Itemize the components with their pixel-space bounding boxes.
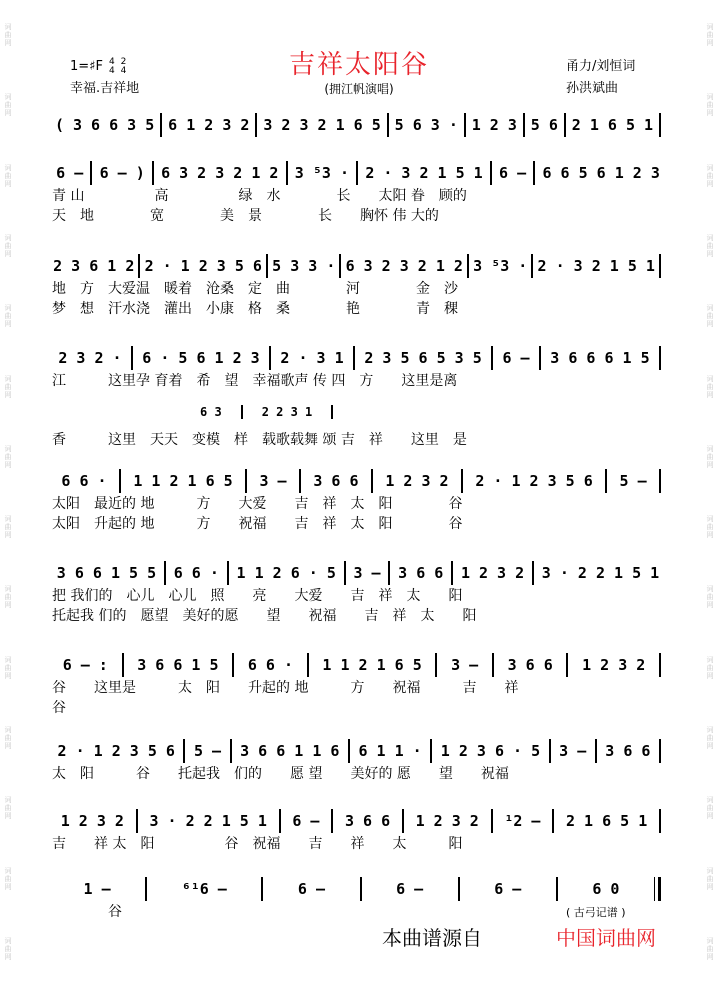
bar-line [286,161,288,185]
measure: 1 1 2 6 · 5 [236,564,336,582]
measure: 6 1 2 3 2 [168,116,250,134]
measure: 3 6 6 [313,472,359,490]
measure: 5 6 [530,116,558,134]
ossia-notes: 6 3 [200,405,222,419]
bar-line [659,346,661,370]
bar-line [461,469,463,493]
measure: 1 2 3 2 [415,812,479,830]
bar-line [269,346,271,370]
bar-line [371,469,373,493]
watermark-text: 词曲网 [706,725,714,750]
measure: 1 2 3 2 [385,472,449,490]
measure: 3 2 3 2 1 6 5 [263,116,381,134]
watermark-text: 词曲网 [4,796,12,821]
measure: 6 · 5 6 1 2 3 [142,349,260,367]
bar-line [532,561,534,585]
bar-line [245,469,247,493]
bar-line [605,469,607,493]
bar-line [279,809,281,833]
lyric-line [52,206,664,226]
measure: 6 1 1 · [358,742,422,760]
watermark-text: 词曲网 [4,515,12,540]
notation-row [52,112,664,138]
measure: 3 · 2 2 1 5 1 [149,812,267,830]
source-site-link[interactable]: 中国词曲网 [556,926,656,950]
notation-row [52,468,664,494]
lyric-text: 天 地 宽 美 景 长 胸怀 伟 大的 [52,208,439,224]
score-system [52,345,664,391]
measure: 6 – [56,164,84,182]
bar-line [164,561,166,585]
bar-line [531,254,533,278]
score-system [52,112,664,138]
watermark-text: 词曲网 [706,585,714,610]
lyric-line [52,514,664,534]
measure: 6 – [297,880,325,898]
measure: 1 – [83,880,111,898]
measure: 3 6 6 1 5 5 [56,564,157,582]
lyric-text: 把 我们的 心儿 心儿 照 亮 大爱 吉 祥 太 阳 [52,588,463,604]
lyric-line [52,834,664,854]
bar-line [232,653,234,677]
bar-line [659,739,661,763]
bar-line [491,346,493,370]
measure: 6 6 · [173,564,219,582]
measure: 2 3 6 1 2 [53,257,135,275]
measure: 6 – [499,164,527,182]
measure: 2 3 2 · [58,349,122,367]
measure: 3 6 6 1 1 6 [240,742,340,760]
watermark-text: 词曲网 [4,725,12,750]
watermark-text: 词曲网 [4,93,12,118]
bar-line [160,113,162,137]
lyric-line [52,586,664,606]
measure: 3 – [451,656,479,674]
measure: 6 6 · [247,656,294,674]
score-system [52,160,664,226]
bar-line [122,653,124,677]
watermark-text: 词曲网 [706,515,714,540]
measure: 2 · 1 2 3 5 6 [57,742,175,760]
bar-line [307,653,309,677]
watermark-text: 词曲网 [4,866,12,891]
bar-line [360,877,362,901]
measure: 6 – [396,880,424,898]
watermark-text: 词曲网 [706,866,714,891]
watermark-text: 词曲网 [706,304,714,329]
lyric-line [52,430,664,450]
measure: 2 · 1 2 3 5 6 [144,257,262,275]
bar-line [539,346,541,370]
lyric-text: 太 阳 谷 托起我 们的 愿 望 美好的 愿 望 祝福 [52,766,509,782]
bar-line [523,113,525,137]
measure: 6 0 [592,880,620,898]
measure: 2 · 3 2 1 5 1 [365,164,483,182]
bar-line [339,254,341,278]
transcriber-credit: ( 古弓记谱 ) [566,906,626,919]
bar-line [659,653,661,677]
bar-line [451,561,453,585]
lyric-text: 吉 祥 太 阳 谷 祝福 吉 祥 太 阳 [52,836,463,852]
bar-line [348,739,350,763]
measure: 6 – : [62,656,108,674]
measure: 3 ⁵3 · [294,164,349,182]
notation-row [52,876,664,902]
measure: 2 1 6 5 1 [565,812,648,830]
bar-line [458,877,460,901]
measure: 3 – [353,564,381,582]
watermark-text: 词曲网 [706,796,714,821]
notation-row [52,738,664,764]
lyric-line [52,494,664,514]
lyric-line [52,678,664,698]
bar-line [464,113,466,137]
measure: 3 – [259,472,287,490]
score-system [52,808,664,854]
ossia-notes: 2 2 3 1 [261,405,313,419]
bar-line [353,346,355,370]
lyric-text: 青 山 高 绿 水 长 太阳 眷 顾的 [52,188,467,204]
bar-line [659,113,661,137]
bar-line [344,561,346,585]
bar-line [566,653,568,677]
time-denominator: 4 [108,66,115,76]
lyric-text: 谷 [52,700,66,716]
measure: 2 1 6 5 1 [571,116,654,134]
measure: 5 3 3 · [272,257,336,275]
bar-line [227,561,229,585]
notation-row [52,560,664,586]
singer-credit: (拥江帆演唱) [324,82,394,96]
bar-line [230,739,232,763]
measure: 6 6 5 6 1 2 3 [542,164,660,182]
bar-line [255,113,257,137]
watermark-text: 词曲网 [4,585,12,610]
bar-line [533,161,535,185]
watermark-text: 词曲网 [4,163,12,188]
left-watermark-strip [0,0,16,984]
bar-line [138,254,140,278]
measure: 1 2 3 2 [582,656,646,674]
lyric-line [52,279,664,299]
bar-line [595,739,597,763]
bar-line [331,405,333,419]
bar-line [131,346,133,370]
bar-line [492,653,494,677]
lyric-text: 太阳 升起的 地 方 祝福 吉 祥 太 阳 谷 [52,516,463,532]
bar-line [564,113,566,137]
bar-line [152,161,154,185]
bar-line [299,469,301,493]
bar-line [119,469,121,493]
source-label: 本曲谱源自 [382,926,482,950]
right-watermark-strip [702,0,718,984]
bar-line [266,254,268,278]
final-bar-line [654,877,661,901]
lyric-text: 香 这里 天天 变模 样 载歌载舞 颂 吉 祥 这里 是 [52,432,467,448]
watermark-text: 词曲网 [706,163,714,188]
bar-line [467,254,469,278]
bar-line [241,405,243,419]
bar-line [331,809,333,833]
measure: 6 3 2 3 2 1 2 [345,257,463,275]
watermark-text: 词曲网 [706,444,714,469]
lyricist-credit: 甬力/刘恒词 [566,59,636,74]
measure: 2 3 5 6 5 3 5 [364,349,482,367]
notation-row [52,652,664,678]
bar-line [261,877,263,901]
measure: 3 6 6 1 5 [137,656,219,674]
lyric-line [52,299,664,319]
measure: 3 6 6 [344,812,391,830]
measure: 3 – [559,742,587,760]
measure: 6 – [494,880,522,898]
watermark-text: 词曲网 [4,233,12,258]
measure: 5 – [193,742,222,760]
lyric-text: 托起我 们的 愿望 美好的愿 望 祝福 吉 祥 太 阳 [52,608,477,624]
score-system [52,430,664,450]
measure: 6 3 2 3 2 1 2 [161,164,279,182]
notation-row [52,345,664,371]
lyric-text: 太阳 最近的 地 方 大爱 吉 祥 太 阳 谷 [52,496,463,512]
measure: 3 ⁵3 · [473,257,528,275]
measure: 1 1 2 1 6 5 [133,472,233,490]
notation-row [52,253,664,279]
measure: 1 2 3 6 · 5 [440,742,541,760]
score-system [52,652,664,718]
lyric-text: 梦 想 汗水浇 灌出 小康 格 桑 艳 青 稞 [52,301,458,317]
lyric-text: 谷 [52,904,122,920]
measure: 3 · 2 2 1 5 1 [541,564,660,582]
bar-line [136,809,138,833]
notation-row [52,808,664,834]
lyric-line [52,764,664,784]
measure: 6 – ) [99,164,145,182]
lyric-text: 地 方 大爱温 暖着 沧桑 定 曲 河 金 沙 [52,281,458,297]
measure: 6 – [502,349,530,367]
watermark-text: 词曲网 [4,444,12,469]
bar-line [183,739,185,763]
watermark-text: 词曲网 [706,233,714,258]
bar-line [549,739,551,763]
measure: 6 – [292,812,320,830]
time-denominator: 4 [120,66,127,76]
ossia-passage [200,405,336,419]
bar-line [491,809,493,833]
watermark-text: 词曲网 [706,93,714,118]
watermark-text: 词曲网 [4,23,12,48]
measure: 2 · 3 1 [280,349,344,367]
measure: 2 · 1 2 3 5 6 [475,472,593,490]
measure: 3 6 6 [605,742,651,760]
composer-credit: 孙洪斌曲 [566,81,619,96]
watermark-text: 词曲网 [4,304,12,329]
lyric-text: 江 这里孕 育着 希 望 幸福歌声 传 四 方 这里是离 [52,373,458,389]
bar-line [388,561,390,585]
measure: 6 6 · [61,472,107,490]
score-system [52,560,664,626]
song-title: 吉祥太阳谷 [288,50,429,80]
bar-line [659,809,661,833]
header-right [566,56,635,100]
bar-line [556,877,558,901]
bar-line [90,161,92,185]
bar-line [490,161,492,185]
score-system [52,468,664,534]
measure: 5 – [619,472,647,490]
measure: 1 1 2 1 6 5 [322,656,422,674]
lyric-line [52,371,664,391]
watermark-text: 词曲网 [4,655,12,680]
bar-line [435,653,437,677]
bar-line [552,809,554,833]
score-system [52,253,664,319]
bar-line [402,809,404,833]
measure: 5 6 3 · [394,116,458,134]
lyric-line [52,606,664,626]
measure: 1 2 3 2 [60,812,124,830]
measure: 3 6 6 [507,656,553,674]
measure: 1 2 3 [471,116,517,134]
watermark-text: 词曲网 [4,374,12,399]
time-numerator: 4 [108,57,115,67]
measure: ¹2 – [504,812,541,830]
bar-line [387,113,389,137]
score-system [52,738,664,784]
measure: ( 3 6 6 3 5 [54,116,155,134]
bar-line [145,877,147,901]
notation-row [52,160,664,186]
watermark-text: 词曲网 [706,936,714,961]
bar-line [356,161,358,185]
bar-line [659,254,661,278]
watermark-text: 词曲网 [706,655,714,680]
bar-line [659,469,661,493]
lyric-line [52,186,664,206]
measure: 3 6 6 6 1 5 [550,349,650,367]
watermark-text: 词曲网 [706,23,714,48]
measure: 3 6 6 [398,564,444,582]
lyric-text: 谷 这里是 太 阳 升起的 地 方 祝福 吉 祥 [52,680,519,696]
bar-line [430,739,432,763]
album-name: 幸福.吉祥地 [70,81,140,96]
watermark-text: 词曲网 [4,936,12,961]
lyric-line [52,698,664,718]
time-numerator: 2 [120,57,127,67]
measure: ⁶¹6 – [181,880,227,898]
key-signature: 1=♯F [70,59,103,74]
measure: 1 2 3 2 [460,564,525,582]
watermark-text: 词曲网 [706,374,714,399]
measure: 2 · 3 2 1 5 1 [537,257,655,275]
